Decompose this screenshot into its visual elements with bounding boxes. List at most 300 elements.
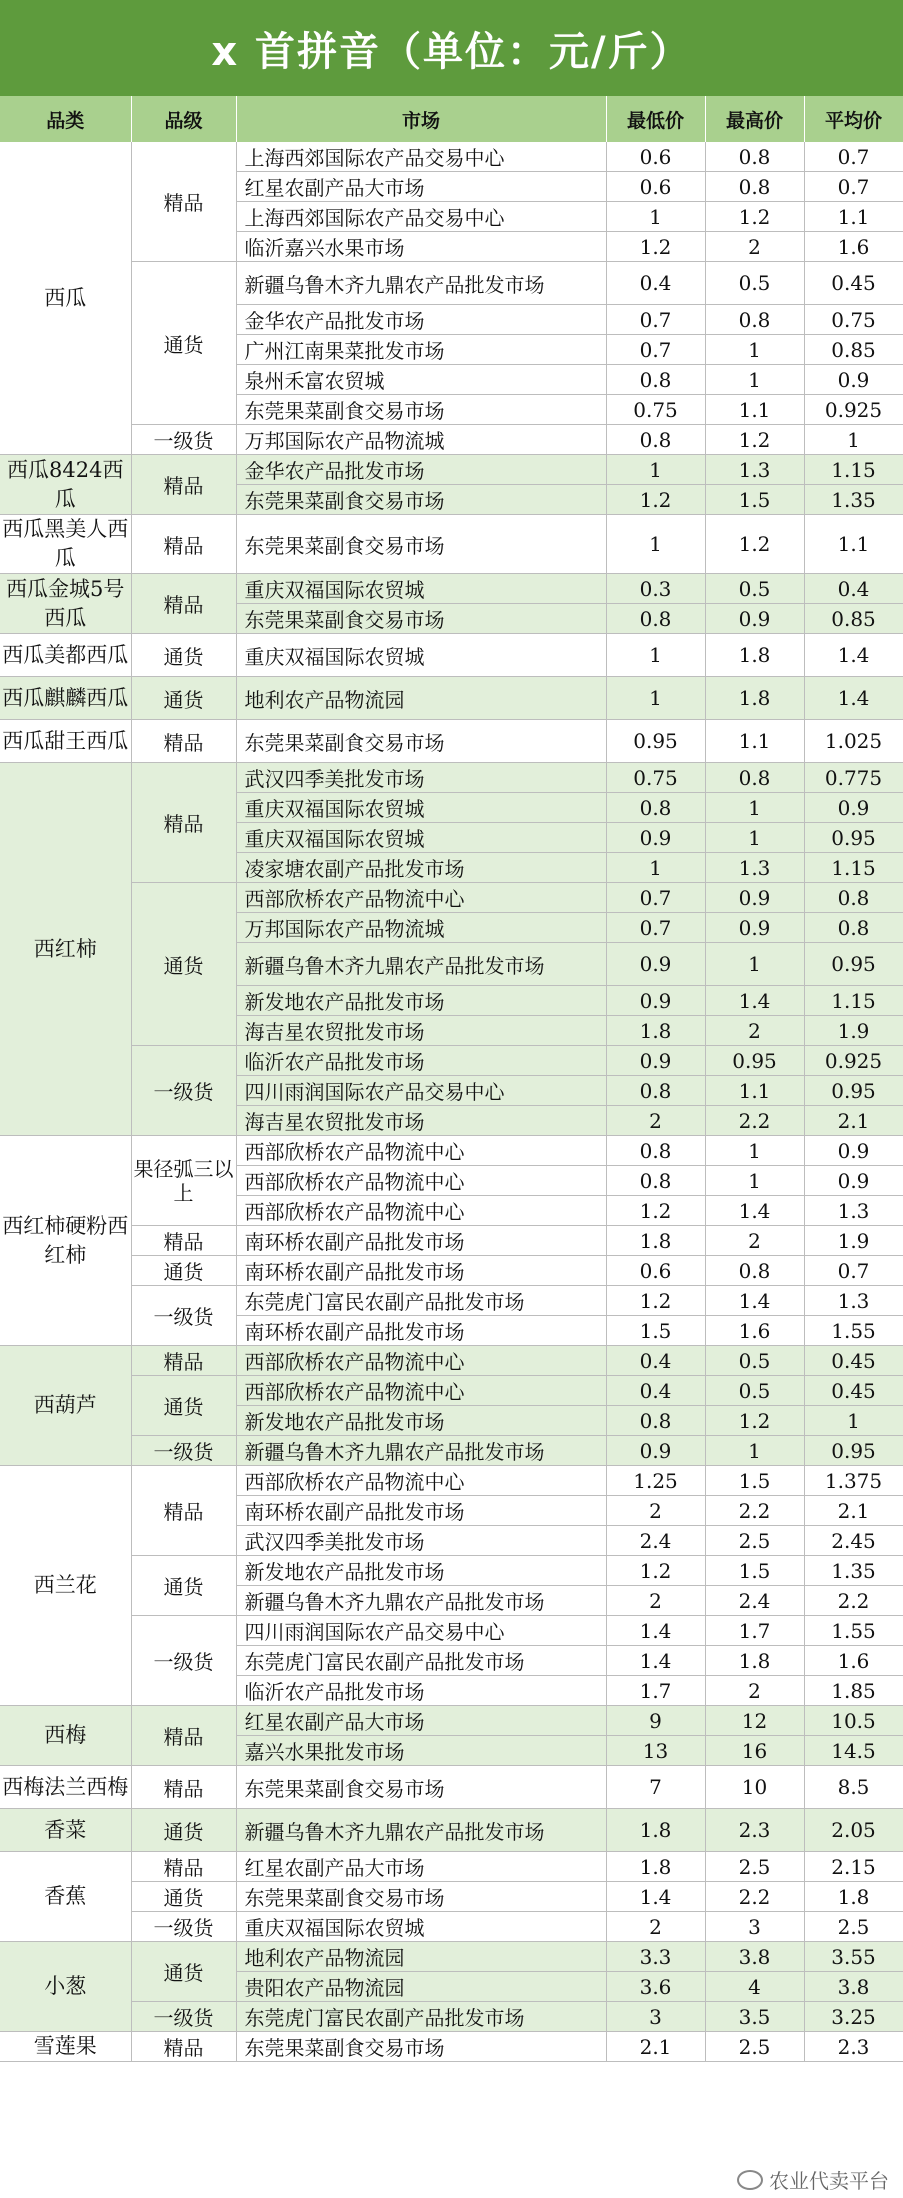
cell-grade: 一级货 xyxy=(131,1286,236,1346)
cell-min: 1.2 xyxy=(606,485,705,515)
cell-max: 3.5 xyxy=(705,2002,804,2032)
cell-grade: 精品 xyxy=(131,1852,236,1882)
cell-min: 1.4 xyxy=(606,1646,705,1676)
cell-min: 1 xyxy=(606,677,705,720)
price-table xyxy=(0,96,903,2062)
cell-avg: 0.85 xyxy=(804,335,903,365)
table-row xyxy=(0,262,903,305)
cell-max: 1.8 xyxy=(705,1646,804,1676)
cell-min: 0.8 xyxy=(606,604,705,634)
cell-grade: 一级货 xyxy=(131,1616,236,1706)
cell-max: 2.5 xyxy=(705,1526,804,1556)
category-group xyxy=(0,1136,903,1346)
cell-avg: 0.7 xyxy=(804,172,903,202)
category-group xyxy=(0,574,903,634)
cell-market: 西部欣桥农产品物流中心 xyxy=(236,1166,606,1196)
cell-max: 1.5 xyxy=(705,1556,804,1586)
table-row xyxy=(0,1436,903,1466)
cell-market: 临沂农产品批发市场 xyxy=(236,1046,606,1076)
cell-min: 2.1 xyxy=(606,2032,705,2062)
cell-min: 0.3 xyxy=(606,574,705,604)
cell-min: 0.75 xyxy=(606,763,705,793)
cell-max: 2.3 xyxy=(705,1809,804,1852)
cell-avg: 0.95 xyxy=(804,943,903,986)
cell-min: 1.25 xyxy=(606,1466,705,1496)
header-category: 品类 xyxy=(0,96,131,142)
cell-avg: 1.4 xyxy=(804,634,903,677)
cell-avg: 0.925 xyxy=(804,395,903,425)
cell-avg: 0.95 xyxy=(804,1076,903,1106)
cell-min: 1.7 xyxy=(606,1676,705,1706)
cell-max: 1.4 xyxy=(705,1196,804,1226)
table-row xyxy=(0,1376,903,1406)
cell-market: 新疆乌鲁木齐九鼎农产品批发市场 xyxy=(236,943,606,986)
cell-market: 西部欣桥农产品物流中心 xyxy=(236,883,606,913)
cell-market: 武汉四季美批发市场 xyxy=(236,763,606,793)
cell-max: 0.8 xyxy=(705,763,804,793)
cell-market: 东莞果菜副食交易市场 xyxy=(236,604,606,634)
cell-avg: 1.35 xyxy=(804,1556,903,1586)
cell-avg: 2.3 xyxy=(804,2032,903,2062)
table-row xyxy=(0,1256,903,1286)
cell-grade: 通货 xyxy=(131,677,236,720)
table-row xyxy=(0,883,903,913)
cell-grade: 精品 xyxy=(131,455,236,515)
page-title: x 首拼音（单位：元/斤） xyxy=(0,0,903,96)
cell-market: 临沂嘉兴水果市场 xyxy=(236,232,606,262)
cell-avg: 8.5 xyxy=(804,1766,903,1809)
cell-category: 西红柿硬粉西红柿 xyxy=(0,1136,131,1346)
cell-max: 1 xyxy=(705,943,804,986)
cell-min: 1.8 xyxy=(606,1852,705,1882)
table-row xyxy=(0,1286,903,1316)
cell-min: 1.2 xyxy=(606,1196,705,1226)
category-group xyxy=(0,1852,903,1942)
cell-min: 1.4 xyxy=(606,1616,705,1646)
cell-max: 1 xyxy=(705,1136,804,1166)
table-header xyxy=(0,96,903,142)
cell-market: 上海西郊国际农产品交易中心 xyxy=(236,202,606,232)
cell-avg: 1.1 xyxy=(804,202,903,232)
cell-category: 香蕉 xyxy=(0,1852,131,1942)
cell-market: 东莞果菜副食交易市场 xyxy=(236,720,606,763)
cell-market: 新疆乌鲁木齐九鼎农产品批发市场 xyxy=(236,1586,606,1616)
cell-min: 1.8 xyxy=(606,1809,705,1852)
cell-avg: 0.45 xyxy=(804,262,903,305)
category-group xyxy=(0,2032,903,2062)
cell-max: 1.8 xyxy=(705,634,804,677)
cell-grade: 通货 xyxy=(131,883,236,1046)
cell-market: 万邦国际农产品物流城 xyxy=(236,913,606,943)
category-group xyxy=(0,1809,903,1852)
cell-avg: 0.75 xyxy=(804,305,903,335)
category-group xyxy=(0,515,903,574)
cell-max: 0.5 xyxy=(705,574,804,604)
table-row xyxy=(0,425,903,455)
cell-min: 2.4 xyxy=(606,1526,705,1556)
cell-max: 1 xyxy=(705,365,804,395)
cell-market: 东莞果菜副食交易市场 xyxy=(236,1766,606,1809)
cell-market: 武汉四季美批发市场 xyxy=(236,1526,606,1556)
table-row xyxy=(0,455,903,485)
cell-min: 2 xyxy=(606,1586,705,1616)
cell-max: 3 xyxy=(705,1912,804,1942)
cell-avg: 14.5 xyxy=(804,1736,903,1766)
cell-market: 临沂农产品批发市场 xyxy=(236,1676,606,1706)
cell-market: 红星农副产品大市场 xyxy=(236,1706,606,1736)
cell-max: 1.1 xyxy=(705,395,804,425)
table-row xyxy=(0,1226,903,1256)
cell-market: 东莞果菜副食交易市场 xyxy=(236,395,606,425)
cell-grade: 精品 xyxy=(131,574,236,634)
cell-avg: 0.925 xyxy=(804,1046,903,1076)
cell-market: 贵阳农产品物流园 xyxy=(236,1972,606,2002)
cell-category: 西兰花 xyxy=(0,1466,131,1706)
cell-max: 1.5 xyxy=(705,1466,804,1496)
cell-grade: 通货 xyxy=(131,634,236,677)
cell-market: 南环桥农副产品批发市场 xyxy=(236,1496,606,1526)
cell-category: 西红柿 xyxy=(0,763,131,1136)
cell-max: 2.2 xyxy=(705,1106,804,1136)
cell-min: 0.6 xyxy=(606,172,705,202)
cell-min: 0.8 xyxy=(606,1136,705,1166)
cell-market: 西部欣桥农产品物流中心 xyxy=(236,1376,606,1406)
header-market: 市场 xyxy=(236,96,606,142)
cell-category: 小葱 xyxy=(0,1942,131,2032)
cell-max: 1.3 xyxy=(705,853,804,883)
cell-avg: 1 xyxy=(804,1406,903,1436)
cell-min: 0.8 xyxy=(606,793,705,823)
cell-market: 重庆双福国际农贸城 xyxy=(236,793,606,823)
cell-market: 重庆双福国际农贸城 xyxy=(236,574,606,604)
cell-max: 0.8 xyxy=(705,305,804,335)
cell-min: 0.8 xyxy=(606,1406,705,1436)
cell-market: 东莞果菜副食交易市场 xyxy=(236,2032,606,2062)
cell-market: 四川雨润国际农产品交易中心 xyxy=(236,1076,606,1106)
cell-market: 新疆乌鲁木齐九鼎农产品批发市场 xyxy=(236,262,606,305)
category-group xyxy=(0,677,903,720)
cell-avg: 3.8 xyxy=(804,1972,903,2002)
cell-avg: 10.5 xyxy=(804,1706,903,1736)
cell-avg: 1 xyxy=(804,425,903,455)
cell-avg: 0.95 xyxy=(804,823,903,853)
table-row xyxy=(0,1882,903,1912)
cell-category: 西瓜美都西瓜 xyxy=(0,634,131,677)
cell-max: 1 xyxy=(705,335,804,365)
cell-min: 2 xyxy=(606,1106,705,1136)
cell-avg: 2.1 xyxy=(804,1106,903,1136)
cell-grade: 一级货 xyxy=(131,425,236,455)
cell-min: 3.6 xyxy=(606,1972,705,2002)
cell-grade: 一级货 xyxy=(131,1912,236,1942)
cell-grade: 通货 xyxy=(131,262,236,425)
table-row xyxy=(0,1556,903,1586)
table-row xyxy=(0,515,903,574)
cell-max: 12 xyxy=(705,1706,804,1736)
cell-market: 东莞虎门富民农副产品批发市场 xyxy=(236,1646,606,1676)
category-group xyxy=(0,1766,903,1809)
header-min-price: 最低价 xyxy=(606,96,705,142)
cell-min: 0.7 xyxy=(606,305,705,335)
cell-avg: 0.9 xyxy=(804,1166,903,1196)
cell-market: 东莞虎门富民农副产品批发市场 xyxy=(236,1286,606,1316)
cell-grade: 精品 xyxy=(131,720,236,763)
cell-min: 0.9 xyxy=(606,1046,705,1076)
cell-market: 四川雨润国际农产品交易中心 xyxy=(236,1616,606,1646)
cell-avg: 1.8 xyxy=(804,1882,903,1912)
cell-avg: 1.4 xyxy=(804,677,903,720)
cell-market: 海吉星农贸批发市场 xyxy=(236,1016,606,1046)
cell-avg: 1.55 xyxy=(804,1616,903,1646)
cell-category: 雪莲果 xyxy=(0,2032,131,2062)
cell-min: 2 xyxy=(606,1912,705,1942)
table-row xyxy=(0,677,903,720)
cell-grade: 精品 xyxy=(131,142,236,262)
table-row xyxy=(0,1766,903,1809)
cell-avg: 1.3 xyxy=(804,1196,903,1226)
cell-grade: 精品 xyxy=(131,2032,236,2062)
cell-min: 3.3 xyxy=(606,1942,705,1972)
cell-grade: 一级货 xyxy=(131,1046,236,1136)
cell-max: 0.8 xyxy=(705,1256,804,1286)
cell-market: 地利农产品物流园 xyxy=(236,677,606,720)
cell-category: 西瓜 xyxy=(0,142,131,455)
cell-min: 0.9 xyxy=(606,1436,705,1466)
cell-avg: 0.95 xyxy=(804,1436,903,1466)
table-row xyxy=(0,1912,903,1942)
wechat-icon xyxy=(737,2170,763,2190)
cell-max: 3.8 xyxy=(705,1942,804,1972)
cell-market: 红星农副产品大市场 xyxy=(236,1852,606,1882)
cell-max: 2.5 xyxy=(705,2032,804,2062)
table-row xyxy=(0,1136,903,1166)
cell-avg: 1.15 xyxy=(804,455,903,485)
cell-min: 1 xyxy=(606,455,705,485)
cell-market: 新发地农产品批发市场 xyxy=(236,1406,606,1436)
cell-market: 凌家塘农副产品批发市场 xyxy=(236,853,606,883)
cell-avg: 1.15 xyxy=(804,986,903,1016)
cell-max: 1.2 xyxy=(705,202,804,232)
category-group xyxy=(0,1346,903,1466)
cell-grade: 通货 xyxy=(131,1376,236,1436)
cell-min: 0.7 xyxy=(606,883,705,913)
cell-min: 0.6 xyxy=(606,142,705,172)
cell-min: 7 xyxy=(606,1766,705,1809)
cell-grade: 精品 xyxy=(131,1226,236,1256)
cell-grade: 通货 xyxy=(131,1882,236,1912)
cell-grade: 通货 xyxy=(131,1809,236,1852)
cell-max: 1 xyxy=(705,793,804,823)
category-group xyxy=(0,142,903,455)
cell-max: 2 xyxy=(705,232,804,262)
cell-max: 2.2 xyxy=(705,1882,804,1912)
cell-max: 1.2 xyxy=(705,425,804,455)
cell-max: 1.2 xyxy=(705,515,804,574)
table-row xyxy=(0,1616,903,1646)
cell-max: 1.2 xyxy=(705,1406,804,1436)
cell-min: 0.7 xyxy=(606,335,705,365)
cell-avg: 0.9 xyxy=(804,365,903,395)
cell-market: 海吉星农贸批发市场 xyxy=(236,1106,606,1136)
table-row xyxy=(0,574,903,604)
cell-max: 1.4 xyxy=(705,1286,804,1316)
cell-category: 西葫芦 xyxy=(0,1346,131,1466)
cell-avg: 1.9 xyxy=(804,1016,903,1046)
cell-avg: 1.15 xyxy=(804,853,903,883)
cell-min: 1 xyxy=(606,202,705,232)
cell-market: 重庆双福国际农贸城 xyxy=(236,1912,606,1942)
cell-min: 3 xyxy=(606,2002,705,2032)
cell-avg: 0.45 xyxy=(804,1346,903,1376)
cell-category: 西梅法兰西梅 xyxy=(0,1766,131,1809)
cell-avg: 0.775 xyxy=(804,763,903,793)
cell-avg: 0.85 xyxy=(804,604,903,634)
cell-market: 重庆双福国际农贸城 xyxy=(236,634,606,677)
cell-market: 东莞果菜副食交易市场 xyxy=(236,485,606,515)
cell-max: 0.9 xyxy=(705,604,804,634)
category-group xyxy=(0,634,903,677)
cell-market: 红星农副产品大市场 xyxy=(236,172,606,202)
cell-market: 东莞果菜副食交易市场 xyxy=(236,1882,606,1912)
cell-category: 香菜 xyxy=(0,1809,131,1852)
table-row xyxy=(0,1706,903,1736)
cell-market: 新疆乌鲁木齐九鼎农产品批发市场 xyxy=(236,1436,606,1466)
cell-max: 0.8 xyxy=(705,142,804,172)
cell-min: 1.8 xyxy=(606,1226,705,1256)
cell-market: 西部欣桥农产品物流中心 xyxy=(236,1136,606,1166)
cell-avg: 0.8 xyxy=(804,883,903,913)
cell-category: 西梅 xyxy=(0,1706,131,1766)
table-row xyxy=(0,1942,903,1972)
table-row xyxy=(0,1346,903,1376)
cell-max: 1.5 xyxy=(705,485,804,515)
cell-min: 1 xyxy=(606,853,705,883)
cell-avg: 1.1 xyxy=(804,515,903,574)
cell-avg: 0.7 xyxy=(804,1256,903,1286)
cell-max: 0.8 xyxy=(705,172,804,202)
cell-market: 新发地农产品批发市场 xyxy=(236,1556,606,1586)
cell-market: 泉州禾富农贸城 xyxy=(236,365,606,395)
cell-avg: 2.05 xyxy=(804,1809,903,1852)
table-row xyxy=(0,720,903,763)
cell-max: 0.5 xyxy=(705,1346,804,1376)
header-avg-price: 平均价 xyxy=(804,96,903,142)
cell-avg: 1.6 xyxy=(804,1646,903,1676)
table-row xyxy=(0,1466,903,1496)
cell-avg: 2.45 xyxy=(804,1526,903,1556)
cell-min: 1 xyxy=(606,634,705,677)
table-row xyxy=(0,1809,903,1852)
cell-grade: 通货 xyxy=(131,1556,236,1616)
cell-avg: 2.5 xyxy=(804,1912,903,1942)
cell-max: 4 xyxy=(705,1972,804,2002)
cell-min: 0.8 xyxy=(606,365,705,395)
cell-max: 1.8 xyxy=(705,677,804,720)
cell-avg: 0.4 xyxy=(804,574,903,604)
cell-min: 1.5 xyxy=(606,1316,705,1346)
header-max-price: 最高价 xyxy=(705,96,804,142)
cell-min: 0.8 xyxy=(606,1076,705,1106)
cell-max: 0.5 xyxy=(705,1376,804,1406)
cell-avg: 1.85 xyxy=(804,1676,903,1706)
table-row xyxy=(0,1852,903,1882)
cell-max: 1.4 xyxy=(705,986,804,1016)
cell-max: 2.2 xyxy=(705,1496,804,1526)
cell-min: 1.2 xyxy=(606,1556,705,1586)
cell-market: 东莞虎门富民农副产品批发市场 xyxy=(236,2002,606,2032)
cell-avg: 0.9 xyxy=(804,1136,903,1166)
cell-market: 新疆乌鲁木齐九鼎农产品批发市场 xyxy=(236,1809,606,1852)
watermark-text: 农业代卖平台 xyxy=(769,2169,889,2193)
cell-market: 广州江南果菜批发市场 xyxy=(236,335,606,365)
cell-market: 南环桥农副产品批发市场 xyxy=(236,1316,606,1346)
cell-market: 万邦国际农产品物流城 xyxy=(236,425,606,455)
cell-max: 0.9 xyxy=(705,913,804,943)
cell-min: 1.2 xyxy=(606,1286,705,1316)
cell-max: 1.1 xyxy=(705,720,804,763)
category-group xyxy=(0,455,903,515)
cell-max: 0.9 xyxy=(705,883,804,913)
cell-market: 嘉兴水果批发市场 xyxy=(236,1736,606,1766)
cell-avg: 1.9 xyxy=(804,1226,903,1256)
cell-avg: 0.45 xyxy=(804,1376,903,1406)
cell-avg: 1.6 xyxy=(804,232,903,262)
cell-grade: 精品 xyxy=(131,1766,236,1809)
category-group xyxy=(0,720,903,763)
cell-avg: 2.1 xyxy=(804,1496,903,1526)
cell-market: 新发地农产品批发市场 xyxy=(236,986,606,1016)
cell-avg: 0.9 xyxy=(804,793,903,823)
cell-grade: 精品 xyxy=(131,763,236,883)
cell-min: 0.95 xyxy=(606,720,705,763)
cell-max: 1.3 xyxy=(705,455,804,485)
table-row xyxy=(0,2032,903,2062)
cell-min: 0.7 xyxy=(606,913,705,943)
cell-grade: 果径弧三以上 xyxy=(131,1136,236,1226)
cell-avg: 1.55 xyxy=(804,1316,903,1346)
cell-market: 南环桥农副产品批发市场 xyxy=(236,1256,606,1286)
table-row xyxy=(0,142,903,172)
cell-market: 南环桥农副产品批发市场 xyxy=(236,1226,606,1256)
cell-category: 西瓜8424西瓜 xyxy=(0,455,131,515)
cell-min: 1.2 xyxy=(606,232,705,262)
cell-market: 重庆双福国际农贸城 xyxy=(236,823,606,853)
cell-grade: 精品 xyxy=(131,515,236,574)
cell-min: 1.8 xyxy=(606,1016,705,1046)
table-row xyxy=(0,634,903,677)
cell-avg: 2.15 xyxy=(804,1852,903,1882)
cell-min: 0.4 xyxy=(606,1376,705,1406)
cell-max: 2.4 xyxy=(705,1586,804,1616)
cell-avg: 1.375 xyxy=(804,1466,903,1496)
cell-max: 0.5 xyxy=(705,262,804,305)
cell-max: 1 xyxy=(705,1436,804,1466)
cell-category: 西瓜金城5号西瓜 xyxy=(0,574,131,634)
cell-grade: 通货 xyxy=(131,1942,236,2002)
cell-avg: 1.025 xyxy=(804,720,903,763)
cell-max: 1.1 xyxy=(705,1076,804,1106)
cell-market: 东莞果菜副食交易市场 xyxy=(236,515,606,574)
cell-max: 1.6 xyxy=(705,1316,804,1346)
category-group xyxy=(0,1706,903,1766)
cell-grade: 通货 xyxy=(131,1256,236,1286)
cell-max: 16 xyxy=(705,1736,804,1766)
cell-avg: 2.2 xyxy=(804,1586,903,1616)
cell-min: 0.9 xyxy=(606,943,705,986)
cell-market: 金华农产品批发市场 xyxy=(236,455,606,485)
cell-min: 0.9 xyxy=(606,823,705,853)
cell-min: 9 xyxy=(606,1706,705,1736)
